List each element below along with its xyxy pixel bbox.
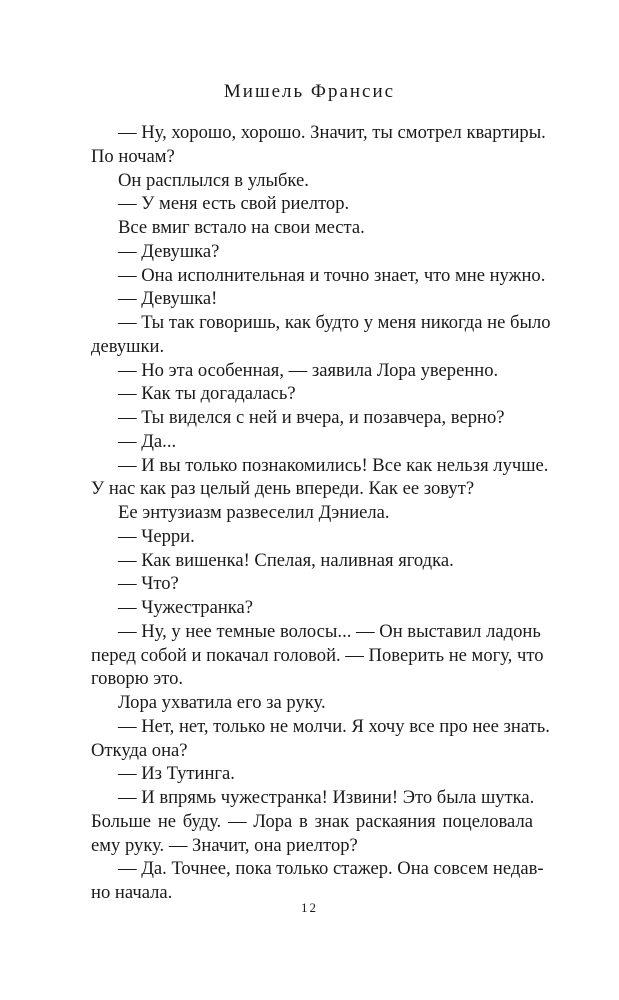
text-line: Он расплылся в улыбке. xyxy=(118,169,309,191)
text-line: — Из Тутинга. xyxy=(118,763,235,785)
text-line: девушки. xyxy=(91,335,165,357)
text-line: — Ну, хорошо, хорошо. Значит, ты смотрел квартиры. xyxy=(118,122,546,143)
text-line: — Но эта особенная, — заявила Лора уверенно. xyxy=(118,359,499,381)
text-line: У нас как раз целый день впереди. Как ее зовут? xyxy=(91,478,475,500)
text-line: Ее энтузиазм развеселил Дэниела. xyxy=(118,502,390,523)
text-line: — Да... xyxy=(118,430,177,452)
text-line: Все вмиг встало на свои места. xyxy=(118,217,365,238)
text-line: но начала. xyxy=(91,882,173,903)
text-line: ему руку. — Значит, она риелтор? xyxy=(91,834,358,856)
text-line: — Ты виделся с ней и вчера, и позавчера, верно? xyxy=(118,407,505,428)
running-title: Мишель Франсис xyxy=(223,81,396,102)
text-line: — Что? xyxy=(118,573,179,595)
text-line: — Она исполнительная и точно знает, что мне нужно. xyxy=(118,264,546,286)
text-line: Больше не буду. — Лора в знак раскаяния поцеловала xyxy=(91,810,533,832)
text-line: — Чужестранка? xyxy=(118,597,254,618)
text-line: — И впрямь чужестранка! Извини! Это была шутка. xyxy=(118,787,535,808)
text-line: — Как ты догадалась? xyxy=(118,383,296,405)
page-number: 12 xyxy=(301,900,318,915)
text-line: перед собой и покачал головой. — Поверить не могу, что xyxy=(91,644,544,666)
text-line: — Да. Точнее, пока только стажер. Она совсем недав- xyxy=(118,858,544,880)
body-text xyxy=(91,121,551,905)
text-line: — Девушка! xyxy=(118,288,218,310)
text-line: говорю это. xyxy=(91,668,184,690)
text-line: — У меня есть свой риелтор. xyxy=(118,193,350,215)
text-line: — Как вишенка! Спелая, наливная ягодка. xyxy=(118,549,454,571)
text-line: — Ты так говоришь, как будто у меня никогда не было xyxy=(118,312,551,333)
text-line: — И вы только познакомились! Все как нельзя лучше. xyxy=(118,454,549,476)
text-line: Лора ухватила его за руку. xyxy=(118,692,326,713)
text-line: — Девушка? xyxy=(118,240,220,262)
text-line: — Черри. xyxy=(118,525,195,547)
text-line: — Ну, у нее темные волосы... — Он выставил ладонь xyxy=(118,620,541,642)
text-line: Откуда она? xyxy=(91,739,188,761)
text-line: По ночам? xyxy=(91,145,175,167)
text-line: — Нет, нет, только не молчи. Я хочу все про нее знать. xyxy=(118,715,550,737)
